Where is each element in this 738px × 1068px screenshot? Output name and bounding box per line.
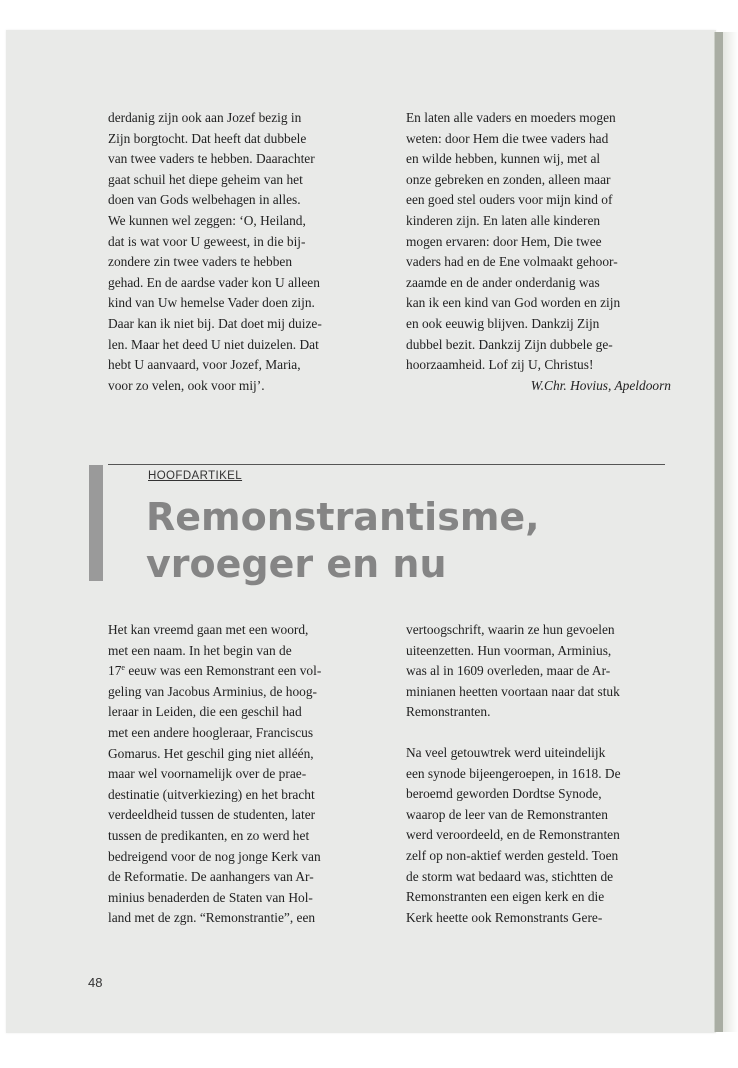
text-line: hoorzaamheid. Lof zij U, Christus!	[406, 357, 594, 373]
article-left-column	[108, 620, 370, 929]
text-line: En laten alle vaders en moeders mogen	[406, 110, 616, 125]
text-line: dat is wat voor U geweest, in die bij-	[108, 233, 306, 249]
text-line: voor zo velen, ook voor mij’.	[108, 377, 265, 393]
continued-text-right-column	[406, 108, 671, 396]
text-line: kinderen zijn. En laten alle kinderen	[406, 212, 601, 228]
text-line: Na veel getouwtrek werd uiteindelijk	[406, 744, 606, 760]
article-title-line: vroeger en nu	[146, 542, 447, 586]
text-line: Het kan vreemd gaan met een woord,	[108, 622, 309, 637]
text-line: gaat schuil het diepe geheim van het	[108, 171, 303, 187]
section-divider	[108, 464, 665, 465]
text-line: dubbel bezit. Dankzij Zijn dubbele ge-	[406, 336, 613, 352]
text-line: Remonstranten.	[406, 704, 491, 720]
text-line: de storm wat bedaard was, stichtten de	[406, 868, 614, 884]
section-label: HOOFDARTIKEL	[148, 470, 243, 482]
text-line: was al in 1609 overleden, maar de Ar-	[406, 663, 611, 679]
page-number: 48	[88, 975, 103, 990]
text-line: land met de zgn. “Remonstrantie”, een	[108, 910, 316, 926]
text-line: doen van Gods welbehagen in alles.	[108, 192, 301, 208]
text-line: We kunnen wel zeggen: ‘O, Heiland,	[108, 212, 306, 228]
text-line: uiteenzetten. Hun voorman, Arminius,	[406, 642, 612, 658]
text-line: zelf op non-aktief werden gesteld. Toen	[406, 847, 619, 863]
text-line: zaamde en de ander onderdanig was	[406, 274, 600, 290]
text-line: waarop de leer van de Remonstranten	[406, 806, 608, 822]
text-line: hebt U aanvaard, voor Jozef, Maria,	[108, 357, 301, 373]
text-line: werd veroordeeld, en de Remonstranten	[406, 827, 620, 843]
text-line: mogen ervaren: door Hem, Die twee	[406, 233, 602, 249]
text-line: van twee vaders te hebben. Daarachter	[108, 151, 315, 167]
text-line: minianen heetten voortaan naar dat stuk	[406, 683, 620, 699]
text-line: Kerk heette ook Remonstrants Gere-	[406, 909, 603, 925]
text-line: met een andere hoogleraar, Franciscus	[108, 724, 314, 740]
article-title-line: Remonstrantisme,	[146, 495, 540, 539]
text-line: kind van Uw hemelse Vader doen zijn.	[108, 295, 315, 311]
text-line: en ook eeuwig blijven. Dankzij Zijn	[406, 315, 600, 331]
text-line: onze gebreken en zonden, alleen maar	[406, 171, 611, 187]
paragraph-gap	[406, 723, 674, 743]
text-line: geling van Jacobus Arminius, de hoog-	[108, 683, 318, 699]
text-line: een goed stel ouders voor mijn kind of	[406, 192, 613, 208]
text-line: minius benaderden de Staten van Hol-	[108, 889, 313, 905]
text-line: Remonstranten een eigen kerk en die	[406, 889, 605, 905]
text-line: een synode bijeengeroepen, in 1618. De	[406, 765, 621, 781]
page-spine-edge	[715, 32, 723, 1032]
text-line	[108, 661, 370, 682]
text-line-rest: eeuw was een Remonstrant een vol-	[128, 663, 322, 679]
text-line: vertoogschrift, waarin ze hun gevoelen	[406, 622, 615, 637]
text-line: maar wel voornamelijk over de prae-	[108, 766, 307, 782]
text-line: beroemd geworden Dordtse Synode,	[406, 786, 602, 802]
text-line: Daar kan ik niet bij. Dat doet mij duize-	[108, 315, 322, 331]
text-line: met een naam. In het begin van de	[108, 642, 292, 658]
title-accent-bar	[89, 465, 103, 581]
text-line: vaders had en de Ene volmaakt gehoor-	[406, 254, 618, 270]
continued-text-left-column	[108, 108, 370, 396]
text-line: kan ik een kind van God worden en zijn	[406, 295, 621, 311]
text-line: Zijn borgtocht. Dat heeft dat dubbele	[108, 130, 307, 146]
text-line: verdeeldheid tussen de studenten, later	[108, 807, 316, 823]
article-right-column	[406, 620, 674, 928]
article-title	[146, 494, 540, 588]
text-line: destinatie (uitverkiezing) en het bracht	[108, 786, 315, 802]
text-line: len. Maar het deed U niet duizelen. Dat	[108, 336, 319, 352]
text-line: derdanig zijn ook aan Jozef bezig in	[108, 110, 302, 125]
text-line: zondere zin twee vaders te hebben	[108, 254, 293, 270]
text-line: leraar in Leiden, die een geschil had	[108, 704, 302, 720]
text-line: gehad. En de aardse vader kon U alleen	[108, 274, 320, 290]
text-line: tussen de predikanten, en zo werd het	[108, 827, 310, 843]
text-line: Gomarus. Het geschil ging niet alléén,	[108, 745, 314, 761]
author-signature: W.Chr. Hovius, Apeldoorn	[530, 377, 671, 393]
text-line: bedreigend voor de nog jonge Kerk van	[108, 848, 321, 864]
text-line: weten: door Hem die twee vaders had	[406, 130, 609, 146]
century-suffix: e	[121, 663, 125, 673]
text-line: de Reformatie. De aanhangers van Ar-	[108, 869, 314, 885]
century-number: 17	[108, 663, 122, 679]
text-line: en wilde hebben, kunnen wij, met al	[406, 151, 601, 167]
